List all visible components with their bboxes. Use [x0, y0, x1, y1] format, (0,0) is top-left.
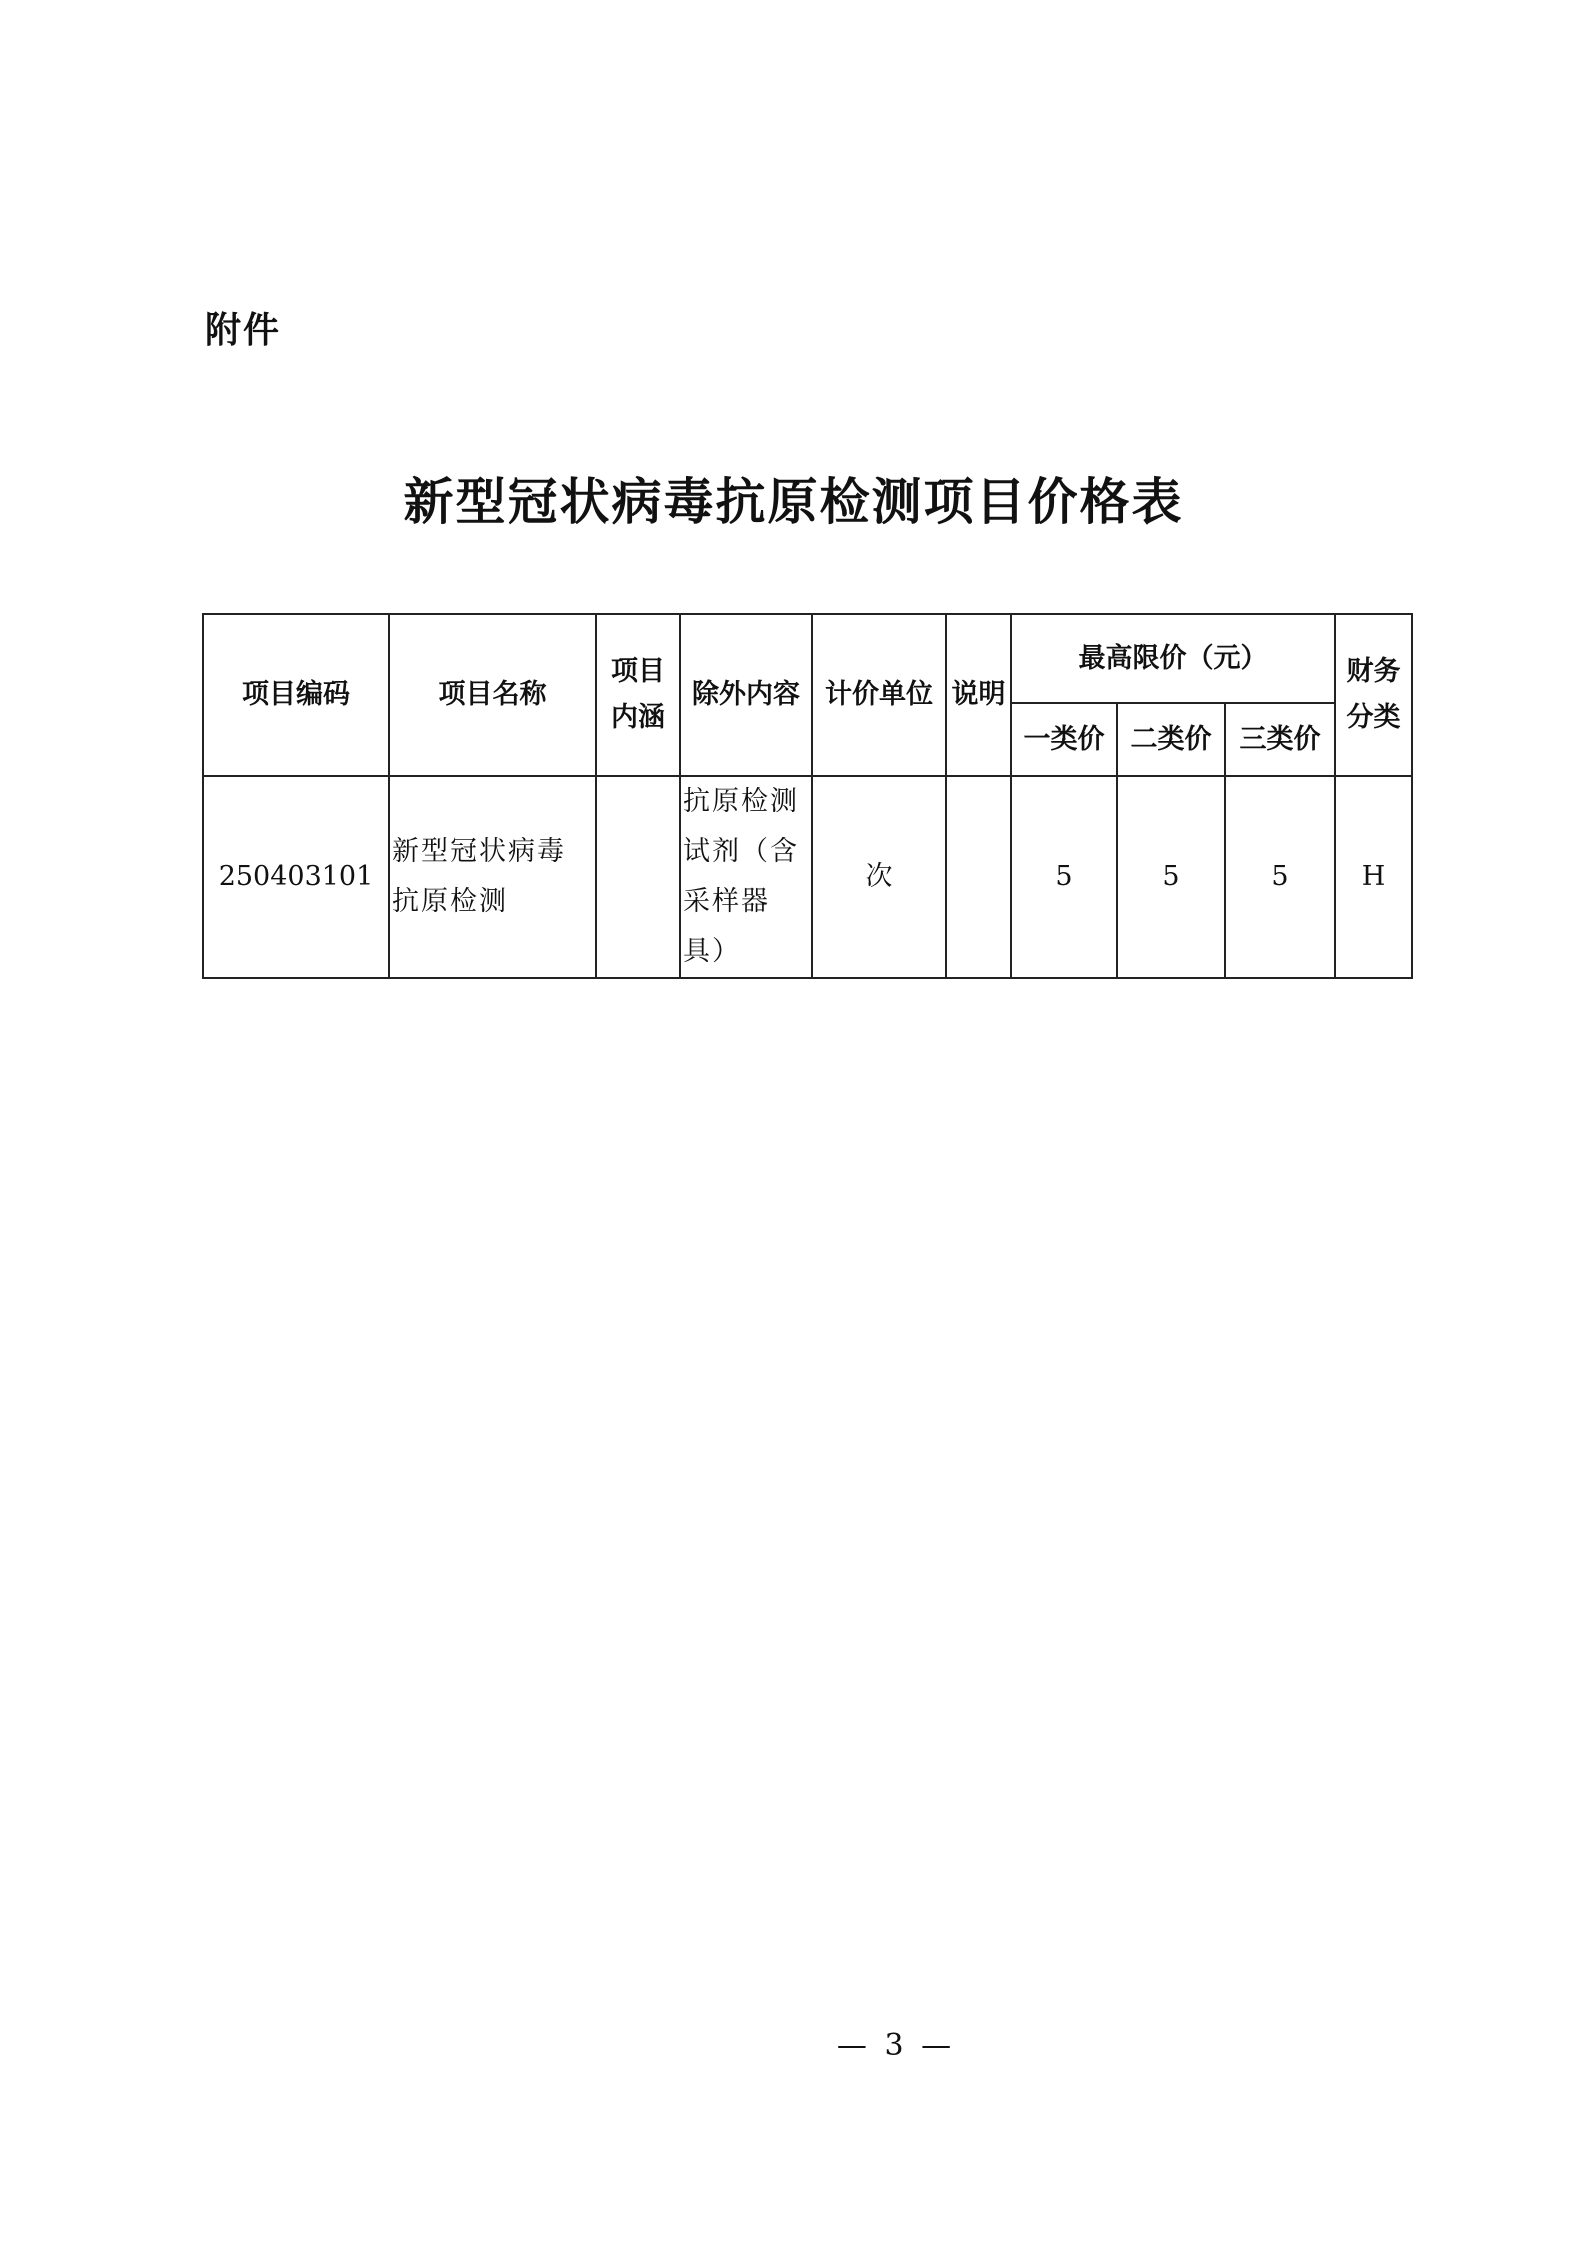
header-class2: 二类价 — [1117, 703, 1225, 776]
cell-unit: 次 — [812, 776, 946, 978]
header-connotation-label: 项目内涵 — [611, 656, 665, 733]
header-class1: 一类价 — [1011, 703, 1117, 776]
header-name: 项目名称 — [389, 614, 596, 776]
header-code: 项目编码 — [203, 614, 389, 776]
cell-class3: 5 — [1225, 776, 1335, 978]
cell-class1: 5 — [1011, 776, 1117, 978]
cell-class2: 5 — [1117, 776, 1225, 978]
header-class3: 三类价 — [1225, 703, 1335, 776]
header-max-price: 最高限价（元） — [1011, 614, 1335, 703]
document-title: 新型冠状病毒抗原检测项目价格表 — [403, 472, 1184, 531]
cell-name-text: 新型冠状病毒抗原检测 — [392, 836, 566, 917]
table-row — [203, 776, 1412, 978]
header-excluded: 除外内容 — [680, 614, 812, 776]
price-table — [202, 613, 1413, 979]
header-finance — [1335, 614, 1412, 776]
header-finance-label: 财务分类 — [1346, 656, 1401, 733]
cell-finance: H — [1335, 776, 1412, 978]
header-connotation — [596, 614, 680, 776]
header-unit: 计价单位 — [812, 614, 946, 776]
page-number: — 3 — — [836, 2028, 956, 2063]
attachment-label: 附件 — [205, 310, 282, 351]
header-note: 说明 — [946, 614, 1011, 776]
table-header-row — [203, 614, 1412, 703]
cell-code: 250403101 — [203, 776, 389, 978]
cell-connotation — [596, 776, 680, 978]
cell-name — [389, 776, 596, 978]
cell-excluded-text: 抗原检测试剂（含采样器具） — [683, 786, 799, 967]
cell-excluded — [680, 776, 812, 978]
cell-note — [946, 776, 1011, 978]
